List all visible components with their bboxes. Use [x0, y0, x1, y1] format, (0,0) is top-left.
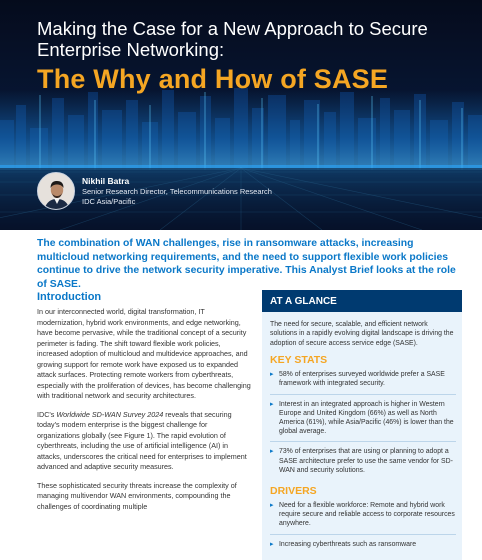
- lede-paragraph: The combination of WAN challenges, rise in ransomware attacks, increasing multicloud networking requirements, and the need to support flexible work policies continue to drive the network security imperative. This Analyst Brief looks at the role of SASE.: [37, 238, 456, 290]
- hero-banner: [0, 0, 482, 230]
- document-title: Making the Case for a New Approach to Secure Enterprise Networking:: [37, 18, 428, 60]
- drivers-list: [270, 501, 456, 554]
- paragraph-prefix: IDC's: [37, 409, 57, 419]
- driver-item: ▸ Need for a flexible workforce: Remote and hybrid work require secure and reliable access to corporate resources anywhere.: [270, 501, 456, 535]
- key-stats-list: [270, 370, 456, 480]
- key-stat-item: ▸ Interest in an integrated approach is higher in Western Europe and United Kingdom (66%) as well as North America (61%), while Asia/Pacific (46%) is lower than the global average.: [270, 400, 456, 443]
- at-a-glance-intro: The need for secure, scalable, and efficient network solutions in a rapidly evolving digital landscape is driving the adoption of secure access service edge (SASE).: [270, 321, 454, 347]
- author-avatar: [37, 172, 75, 210]
- paragraph-text: reveals that securing today's modern enterprise is the biggest challenge for organizations globally (see Figure 1). The rapid evolution of cyberthreats, including the use of artificial intelligence (AI) in attacks, underscores the critical need for enterprises to implement advanced and adaptive security measures.: [37, 409, 247, 471]
- survey-title: Worldwide SD-WAN Survey 2024: [56, 409, 164, 419]
- key-stat-item: ▸ 58% of enterprises surveyed worldwide prefer a SASE framework with integrated security.: [270, 370, 456, 394]
- author-role: Senior Research Director, Telecommunications Research: [82, 187, 272, 196]
- introduction-section: [37, 291, 251, 520]
- document-subtitle: The Why and How of SASE: [37, 64, 389, 94]
- key-stats-heading: KEY STATS: [270, 354, 328, 367]
- drivers-heading: DRIVERS: [270, 485, 317, 498]
- introduction-paragraph-3: These sophisticated security threats increase the complexity of managing multivendor WAN environments, compounding the challenges of coordinating multiple: [37, 480, 237, 511]
- author-region: IDC Asia/Pacific: [82, 197, 136, 206]
- author-name: Nikhil Batra: [82, 176, 130, 186]
- driver-item: ▸ Increasing cyberthreats such as ransomware: [270, 540, 456, 554]
- key-stat-item: ▸ 73% of enterprises that are using or planning to adopt a SASE architecture prefer to use the same vendor for SD-WAN and security solutions.: [270, 447, 456, 480]
- introduction-heading: Introduction: [37, 291, 102, 303]
- author-block: [82, 176, 272, 207]
- introduction-paragraph-2: [37, 410, 251, 473]
- at-a-glance-header: AT A GLANCE: [262, 290, 462, 312]
- introduction-paragraph-1: In our interconnected world, digital transformation, IT modernization, hybrid work environments, and edge networking, have become pervasive, while the traditional concept of a security perimeter is fading. The shift toward flexible work policies, increased adoption of multicloud and multidevice approaches, and growing support for remote work have exposed us to expanded attack surfaces. Protecting remote workers from cyberthreats, especially with the proliferation of devices, has become challenging with traditional network and security architectures.: [37, 307, 251, 400]
- at-a-glance-panel: [262, 290, 462, 560]
